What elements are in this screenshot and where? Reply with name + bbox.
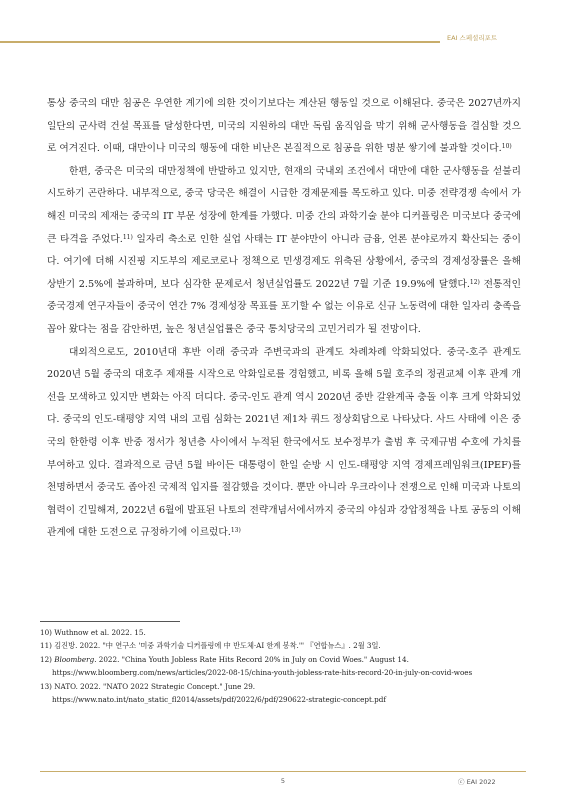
footnote-divider bbox=[40, 621, 180, 622]
paragraph-2 bbox=[47, 161, 521, 342]
footnote-12 bbox=[40, 653, 520, 680]
footnote-11: 11) 김진방. 2022. "中 연구소 '미중 과학기술 디커플링에 中 반도체·AI 한계 봉착.'" 『연합뉴스』. 2월 3일. bbox=[40, 641, 381, 651]
page-number: 5 bbox=[280, 777, 286, 785]
paragraph-1 bbox=[47, 93, 521, 161]
footnote-ref-13[interactable]: 13) bbox=[230, 527, 241, 535]
footnotes-section bbox=[40, 626, 520, 706]
main-body bbox=[47, 93, 521, 545]
paragraph-3 bbox=[47, 342, 521, 545]
paragraph-2-text-a: 한편, 중국은 미국의 대만정책에 반발하고 있지만, 현재의 국내외 조건에서 대만에 대한 군사행동을 섣불리 시도하기 곤란하다. 내부적으로, 중국 당국은 해결이 시급한 경제문제를 목도하고 있다. 미중 전략경쟁 속에서 가해진 미국의 제재는 중국의 IT 부문 성장에 한계를 가했다. 미중 간의 과학기술 분야 디커플링은 미국보다 중국에 큰 타격을 주었다. bbox=[47, 165, 521, 245]
paragraph-3-text: 대외적으로도, 2010년대 후반 이래 중국과 주변국과의 관계도 차례차례 악화되었다. 중국-호주 관계도 2020년 5월 중국의 대호주 제재를 시작으로 악화일로를 경험했고, 비록 올해 5월 호주의 정권교체 이후 관계 개선을 모색하고 있지만 변화는 아직 더디다. 중국-인도 관계 역시 2020년 중반 갈완계곡 충돌 이후 크게 악화되었다. 중국의 인도-태평양 지역 내의 고립 심화는 2021년 제1차 쿼드 정상회담으로 나타났다. 사드 사태에 이은 중국의 한한령 이후 반중 정서가 청년층 사이에서 누적된 한국에서도 보수정부가 출범 후 국제규범 수호에 가치를 부여하고 있다. 결과적으로 금년 5월 바이든 대통령이 한일 순방 시 인도-태평양 지역 경제프레임워크(IPEF)를 천명하면서 중국도 좁아진 국제적 입지를 절감했을 것이다. 뿐만 아니라 우크라이나 전쟁으로 인해 미국과 나토의 협력이 긴밀해져, 2022년 6월에 발표된 나토의 전략개념서에서까지 중국의 야심과 강압정책을 나토 공동의 이해관계에 대한 도전으로 규정하기에 이르렀다. bbox=[47, 346, 521, 539]
footer-rule bbox=[40, 771, 526, 772]
footnote-12-source: Bloomberg bbox=[54, 654, 95, 664]
report-series-label: EAI 스페셜리포트 bbox=[447, 34, 498, 42]
footnote-ref-10[interactable]: 10) bbox=[501, 143, 512, 151]
copyright-notice: ⓒ EAI 2022 bbox=[458, 778, 496, 786]
footnote-13 bbox=[40, 680, 520, 707]
footnote-ref-11[interactable]: 11) bbox=[122, 233, 133, 241]
header-rule bbox=[0, 41, 440, 43]
footnote-12-text: . 2022. "China Youth Jobless Rate Hits Record 20% in July on Covid Woes." August 14. bbox=[94, 654, 409, 664]
footnote-13-text: 13) NATO. 2022. "NATO 2022 Strategic Concept." June 29. bbox=[40, 681, 256, 691]
paragraph-2-text-c: 전통적인 중국경제 연구자들이 중국이 연간 7% 경제성장 목표를 포기할 수 없는 이유로 신규 노동력에 대한 일자리 충족을 꼽아 왔다는 점을 감안하면, 높은 청년실업률은 중국 통치당국의 고민거리가 될 전망이다. bbox=[47, 278, 521, 335]
footnote-10: 10) Wuthnow et al. 2022. 15. bbox=[40, 628, 146, 637]
footnote-12-link[interactable]: https://www.bloomberg.com/news/articles/2022-08-15/china-youth-jobless-rate-hits-record-20-in-july-on-covid-woes bbox=[52, 668, 473, 678]
footnote-ref-12[interactable]: 12) bbox=[469, 278, 480, 286]
paragraph-1-text: 통상 중국의 대만 침공은 우연한 계기에 의한 것이기보다는 계산된 행동일 것으로 이해된다. 중국은 2027년까지 일단의 군사력 건설 목표를 달성한다면, 미국의 지원하의 대만 독립 움직임을 막기 위해 군사행동을 결심할 것으로 여겨진다. 이때, 대만이나 미국의 행동에 대한 비난은 본질적으로 침공을 위한 명분 쌓기에 불과할 것이다. bbox=[47, 98, 521, 155]
footnote-13-link[interactable]: https://www.nato.int/nato_static_fl2014/assets/pdf/2022/6/pdf/290622-strategic-concept.pdf bbox=[52, 695, 387, 705]
paragraph-2-text-b: 일자리 축소로 인한 실업 사태는 IT 분야만이 아니라 금융, 언론 분야로까지 확산되는 중이다. 여기에 더해 시진핑 지도부의 제로코로나 정책으로 민생경제도 위축된 상황에서, 중국의 경제성장률은 올해 상반기 2.5%에 불과하며, 보다 심각한 문제로서 청년실업률도 2022년 7월 기준 19.9%에 달했다. bbox=[47, 233, 521, 290]
footnote-12-number: 12) bbox=[40, 654, 55, 664]
